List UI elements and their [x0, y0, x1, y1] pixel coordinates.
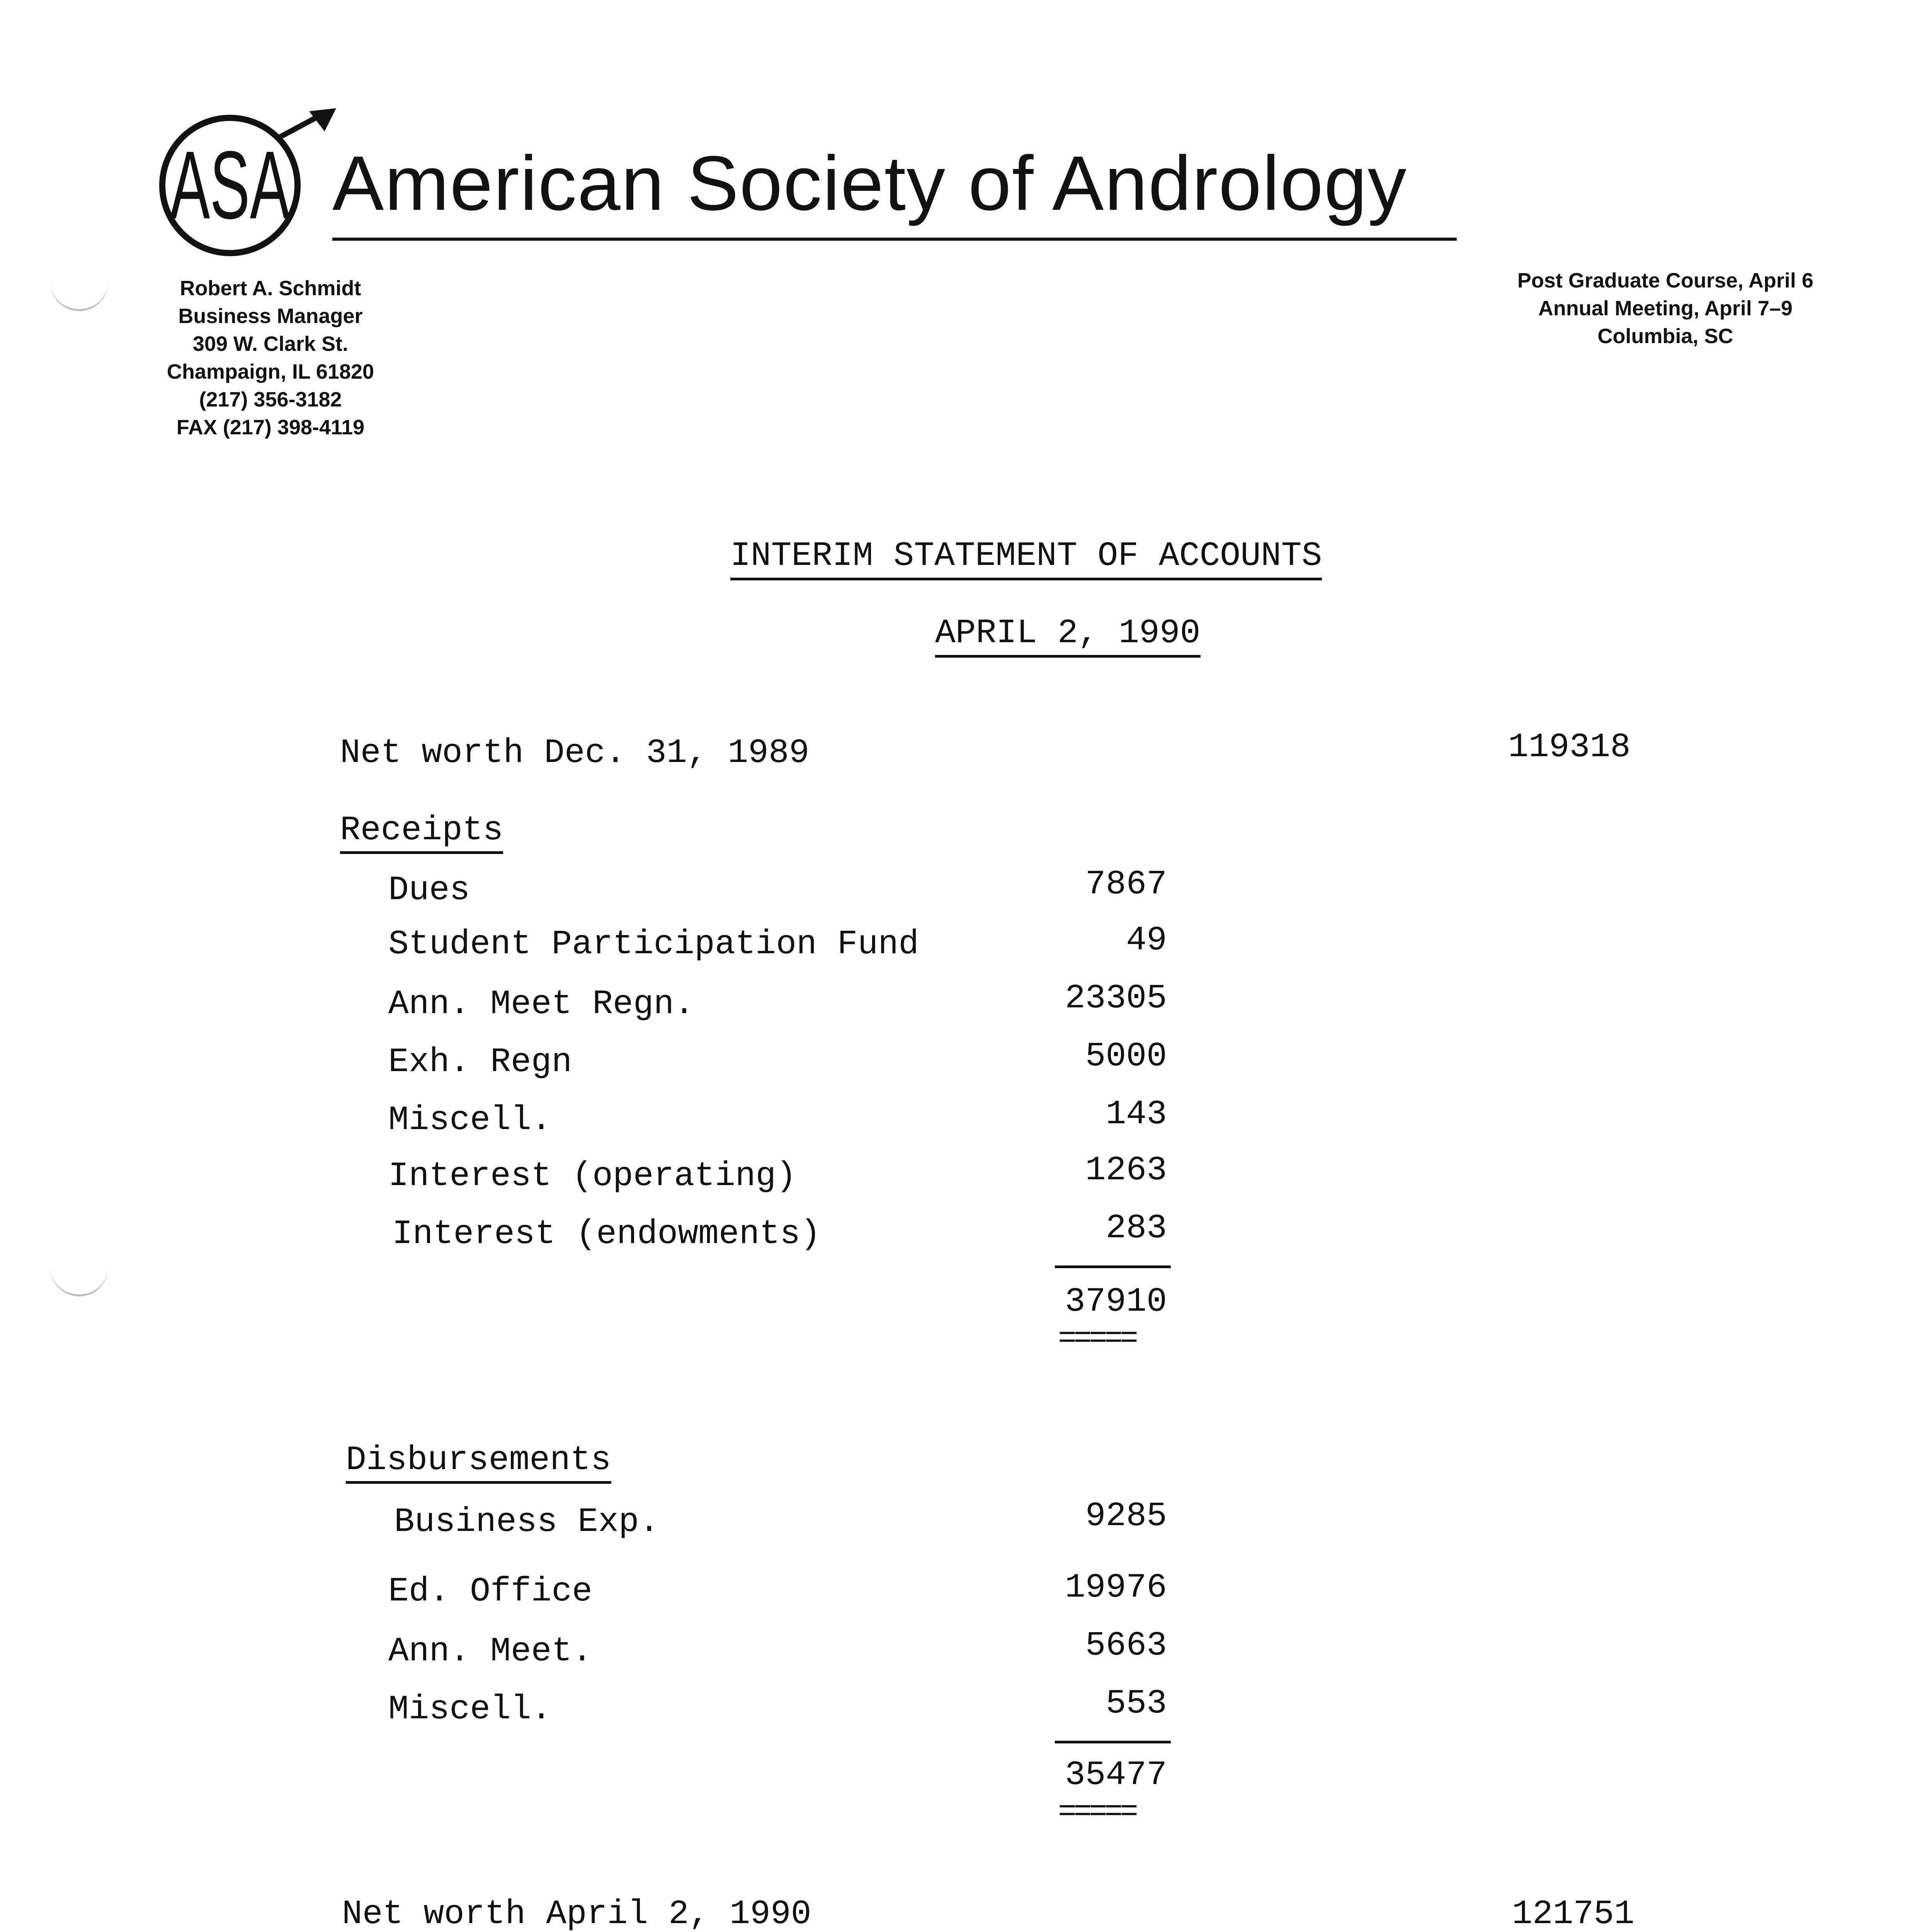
disbursement-label: Business Exp. — [394, 1503, 660, 1541]
address-line: Business Manager — [178, 304, 363, 328]
receipt-value: 1263 — [1085, 1151, 1167, 1190]
receipt-label: Exh. Regn — [388, 1043, 572, 1082]
receipt-value: 143 — [1105, 1095, 1167, 1134]
logo-text: ASA — [170, 131, 290, 239]
receipt-value: 49 — [1126, 922, 1167, 960]
address-line: Robert A. Schmidt — [180, 277, 361, 300]
disbursements-heading: Disbursements — [346, 1441, 611, 1480]
receipt-value: 23305 — [1065, 980, 1167, 1018]
receipt-label: Interest (operating) — [388, 1157, 797, 1196]
statement-date: APRIL 2, 1990 — [935, 614, 1201, 653]
receipts-sum-rule — [1055, 1265, 1171, 1268]
statement-title: INTERIM STATEMENT OF ACCOUNTS — [730, 537, 1322, 575]
receipt-label: Ann. Meet Regn. — [388, 985, 695, 1024]
disbursement-label: Ann. Meet. — [388, 1633, 593, 1671]
meeting-line: Annual Meeting, April 7–9 — [1538, 297, 1793, 320]
receipt-value: 7867 — [1085, 866, 1167, 904]
address-line: FAX (217) 398-4119 — [176, 416, 365, 439]
net-worth-start-value: 119318 — [1508, 728, 1631, 767]
punch-hole-mark — [50, 1248, 108, 1296]
business-manager-address — [139, 274, 402, 441]
org-name: American Society of Andrology — [332, 140, 1407, 226]
letterhead-rule — [332, 238, 1457, 241]
meeting-line: Columbia, SC — [1597, 325, 1733, 348]
disbursement-value: 5663 — [1085, 1627, 1167, 1665]
receipt-label: Interest (endowments) — [392, 1215, 821, 1253]
disbursements-total: 35477 — [1065, 1756, 1167, 1794]
receipt-label: Student Participation Fund — [388, 925, 919, 964]
receipt-value: 283 — [1105, 1209, 1167, 1248]
net-worth-end-label: Net worth April 2, 1990 — [342, 1895, 811, 1932]
receipt-value: 5000 — [1085, 1037, 1167, 1076]
receipts-heading: Receipts — [340, 811, 503, 850]
meeting-info — [1468, 267, 1862, 350]
receipts-total: 37910 — [1065, 1283, 1167, 1321]
net-worth-end-value: 121751 — [1512, 1895, 1634, 1932]
address-line: (217) 356-3182 — [199, 388, 342, 411]
punch-hole-mark — [50, 263, 108, 311]
receipt-label: Dues — [388, 871, 470, 910]
receipts-double-rule: ===== — [1058, 1321, 1136, 1357]
disbursement-value: 9285 — [1085, 1497, 1167, 1536]
disbursement-label: Ed. Office — [388, 1573, 593, 1611]
disbursement-value: 553 — [1105, 1685, 1167, 1723]
meeting-line: Post Graduate Course, April 6 — [1517, 269, 1814, 292]
asa-logo-icon — [155, 108, 348, 263]
address-line: Champaign, IL 61820 — [167, 360, 374, 383]
net-worth-start-label: Net worth Dec. 31, 1989 — [340, 734, 810, 772]
disbursement-value: 19976 — [1065, 1569, 1167, 1607]
disbursements-sum-rule — [1055, 1741, 1171, 1743]
receipt-label: Miscell. — [388, 1101, 552, 1139]
disbursements-double-rule: ===== — [1058, 1795, 1136, 1830]
disbursement-label: Miscell. — [388, 1690, 552, 1729]
address-line: 309 W. Clark St. — [192, 332, 349, 355]
